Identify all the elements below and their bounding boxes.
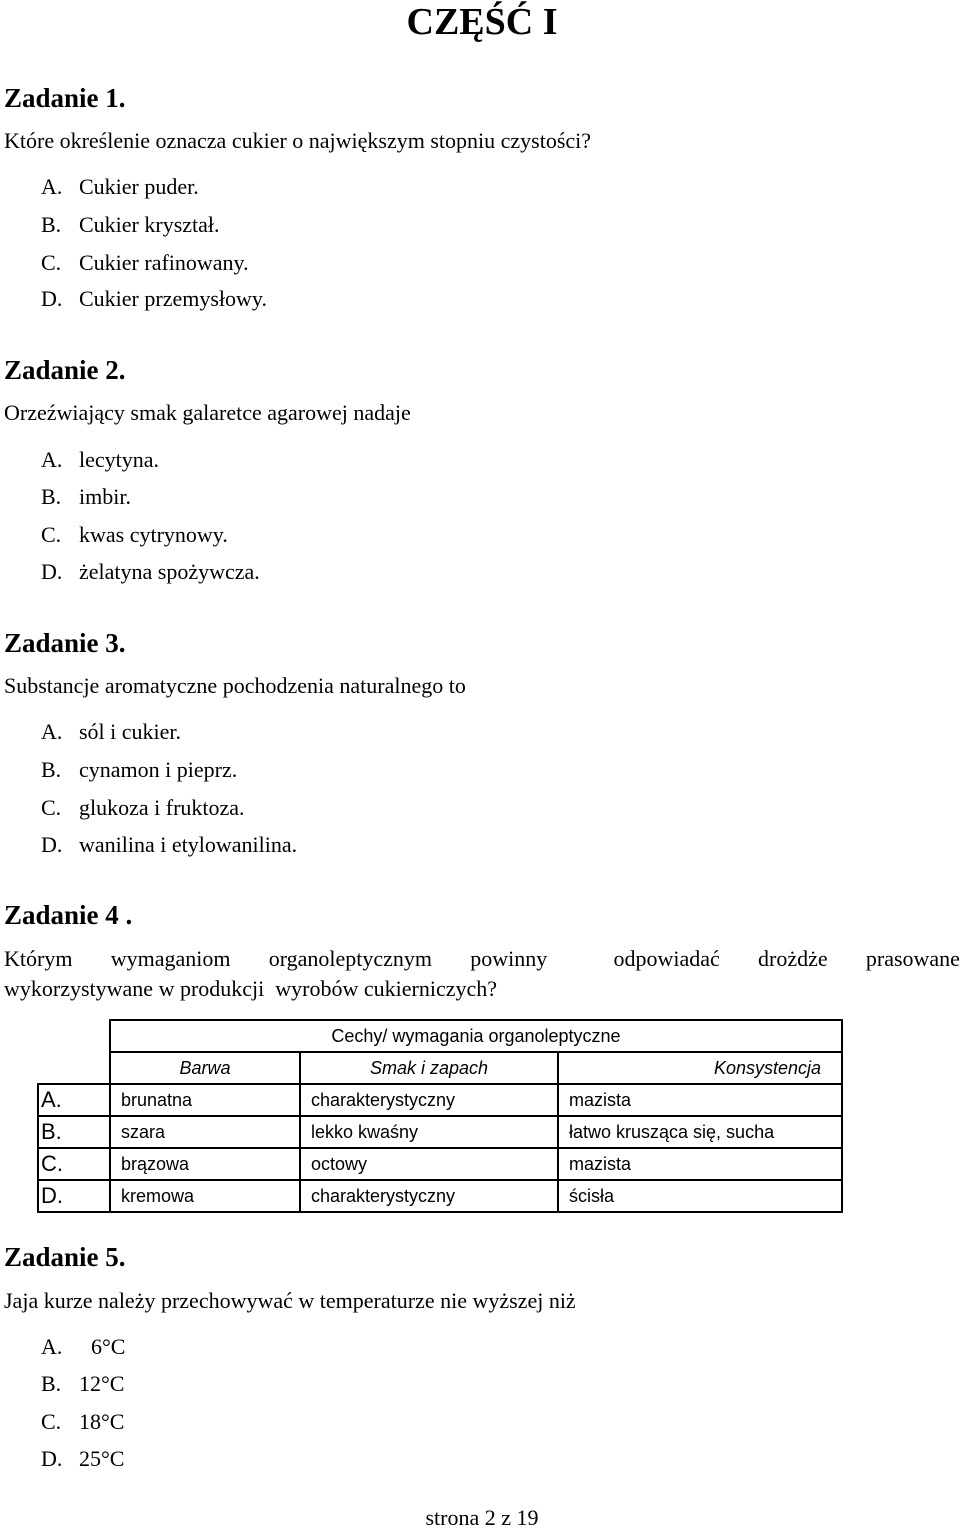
option-letter: D. [41,1446,63,1471]
option-text: Cukier puder. [79,174,199,199]
option-text: kwas cytrynowy. [79,522,228,547]
table-cell: lekko kwaśny [300,1116,558,1148]
option-text: żelatyna spożywcza. [79,559,260,584]
task-1-option-b [41,212,220,238]
option-text: 25°C [79,1446,125,1471]
table-cell: szara [110,1116,300,1148]
option-letter: B. [41,1371,62,1396]
option-letter: A. [41,719,63,744]
page-number: strona 2 z 19 [425,1505,539,1530]
table-row [38,1180,842,1212]
table-cell: mazista [558,1084,842,1116]
task-1-question: Które określenie oznacza cukier o największym stopniu czystości? [4,128,592,153]
table-cell: kremowa [110,1180,300,1212]
option-text: Cukier rafinowany. [79,250,249,275]
question-word: organoleptycznym [268,946,433,971]
option-letter: A. [41,447,63,472]
table-cell: mazista [558,1148,842,1180]
task-2-heading: Zadanie 2. [4,355,126,385]
task-4-question-line-1 [4,946,960,972]
table-row [38,1084,842,1116]
task-4-question-line-2: wykorzystywane w produkcji wyrobów cukierniczych? [4,976,498,1001]
task-2-option-c [41,522,228,548]
task-3-option-a [41,719,181,745]
row-letter: B. [38,1116,110,1148]
option-letter: D. [41,832,63,857]
option-letter: B. [41,484,62,509]
task-5-option-c [41,1409,124,1435]
table-cell: ścisła [558,1180,842,1212]
table-cell: octowy [300,1148,558,1180]
column-header-taste: Smak i zapach [300,1052,558,1084]
row-letter: A. [38,1084,110,1116]
task-5-heading: Zadanie 5. [4,1242,126,1272]
task-1-heading: Zadanie 1. [4,83,126,113]
table-header: Cechy/ wymagania organoleptyczne [110,1020,842,1052]
task-3-heading: Zadanie 3. [4,628,126,658]
option-text: Cukier kryształ. [79,212,220,237]
task-5-question: Jaja kurze należy przechowywać w temperaturze nie wyższej niż [4,1288,576,1313]
option-letter: C. [41,795,62,820]
option-letter: D. [41,286,63,311]
column-header-colour: Barwa [110,1052,300,1084]
table-row [38,1148,842,1180]
question-word: prasowane [865,946,960,971]
question-word: powinny [470,946,548,971]
task-1-option-a [41,174,199,200]
question-word: wymaganiom [110,946,231,971]
option-text: 12°C [79,1371,125,1396]
task-5-option-d [41,1446,124,1472]
column-header-consistency: Konsystencja [558,1052,842,1084]
option-letter: C. [41,522,62,547]
task-2-option-b [41,484,131,510]
task-3-option-d [41,832,297,858]
row-letter: C. [38,1148,110,1180]
task-2-option-d [41,559,260,585]
task-3-option-c [41,795,245,821]
table-cell: charakterystyczny [300,1084,558,1116]
requirements-table [37,1019,843,1213]
task-2-question: Orzeźwiający smak galaretce agarowej nadaje [4,400,411,425]
question-word: odpowiadać [613,946,720,971]
question-word: Którym [4,946,73,971]
task-3-question: Substancje aromatyczne pochodzenia naturalnego to [4,673,466,698]
option-letter: B. [41,212,62,237]
option-text: imbir. [79,484,131,509]
task-5-option-a [41,1334,125,1360]
option-text: Cukier przemysłowy. [79,286,267,311]
table-corner [38,1052,110,1084]
page-title: CZĘŚĆ I [406,1,558,43]
option-letter: C. [41,1409,62,1434]
table-cell: łatwo krusząca się, sucha [558,1116,842,1148]
task-5-option-b [41,1371,124,1397]
task-1-option-d [41,286,267,312]
table-corner [38,1020,110,1052]
option-text: wanilina i etylowanilina. [79,832,298,857]
option-text: sól i cukier. [79,719,182,744]
option-letter: A. [41,1334,63,1359]
question-word: drożdże [758,946,828,971]
row-letter: D. [38,1180,110,1212]
table-row [38,1116,842,1148]
table-cell: brunatna [110,1084,300,1116]
option-text: glukoza i fruktoza. [79,795,245,820]
option-text: cynamon i pieprz. [79,757,238,782]
task-1-option-c [41,250,249,276]
option-text: 6°C [91,1334,126,1359]
option-letter: C. [41,250,62,275]
task-4-heading: Zadanie 4 . [4,900,133,930]
option-text: 18°C [79,1409,125,1434]
option-letter: D. [41,559,63,584]
task-2-option-a [41,447,159,473]
option-text: lecytyna. [79,447,160,472]
table-cell: brązowa [110,1148,300,1180]
option-letter: B. [41,757,62,782]
table-cell: charakterystyczny [300,1180,558,1212]
task-3-option-b [41,757,237,783]
option-letter: A. [41,174,63,199]
